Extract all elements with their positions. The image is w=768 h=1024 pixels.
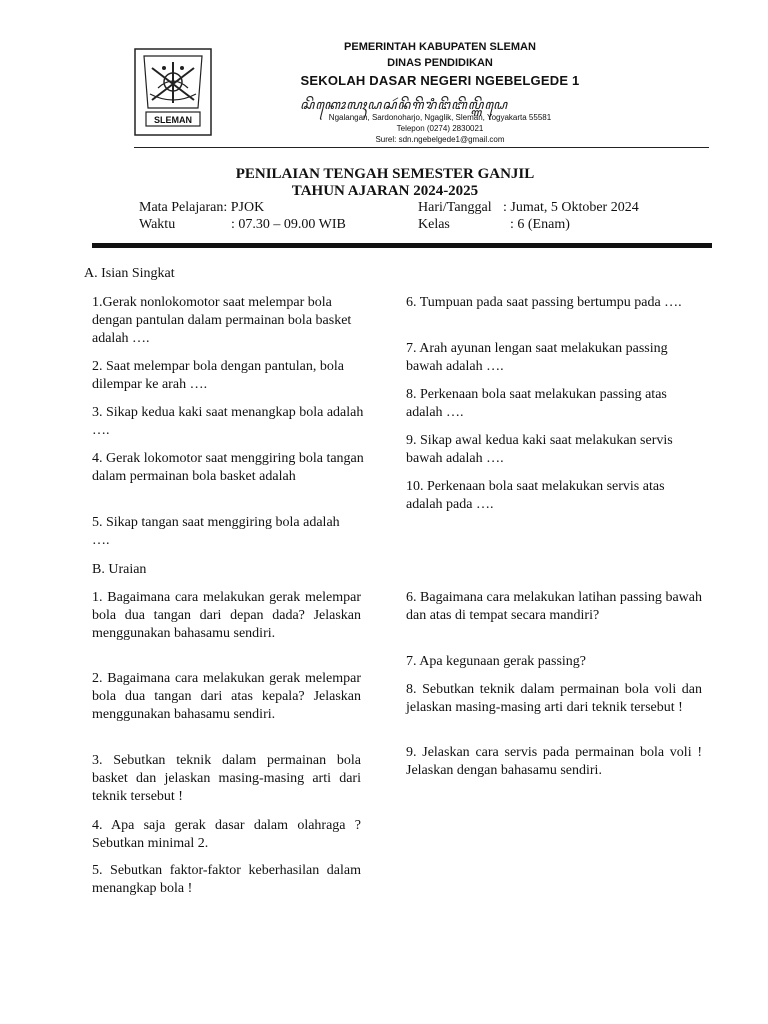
question-b-3: 3. Sebutkan teknik dalam permainan bola basket dan jelaskan masing-masing arti dari teknik tersebut ! [92,753,361,804]
header-government: PEMERINTAH KABUPATEN SLEMAN [344,41,536,53]
header-divider [134,147,709,148]
question-b-6: 6. Bagaimana cara melakukan latihan passing bawah dan atas di tempat secara mandiri? [406,590,702,623]
question-a-7: 7. Arah ayunan lengan saat melakukan passing bawah adalah …. [406,341,668,374]
sleman-logo [134,48,212,136]
question-b-7: 7. Apa kegunaan gerak passing? [406,654,586,669]
subject-label: Mata Pelajaran: PJOK [139,200,265,215]
question-a-9: 9. Sikap awal kedua kaki saat melakukan servis bawah adalah …. [406,433,673,466]
question-a-3: 3. Sikap kedua kaki saat menangkap bola adalah …. [92,405,364,438]
header-address: Ngalangan, Sardonoharjo, Ngaglik, Sleman, Yogyakarta 55581 [328,113,552,122]
question-a-1: 1.Gerak nonlokomotor saat melempar bola dengan pantulan dalam permainan bola basket adalah …. [92,295,352,346]
section-b-title: B. Uraian [92,562,147,577]
class-label: Kelas [418,217,450,232]
question-a-4: 4. Gerak lokomotor saat menggiring bola tangan dalam permainan bola basket adalah [92,451,364,484]
day-value: : Jumat, 5 Oktober 2024 [503,200,639,215]
header-department: DINAS PENDIDIKAN [387,57,493,69]
question-a-2: 2. Saat melempar bola dengan pantulan, bola dilempar ke arah …. [92,359,344,392]
header-school-name: SEKOLAH DASAR NEGERI NGEBELGEDE 1 [300,73,580,88]
class-value: : 6 (Enam) [510,217,570,232]
question-a-5: 5. Sikap tangan saat menggiring bola adalah …. [92,515,340,548]
question-b-5: 5. Sebutkan faktor-faktor keberhasilan dalam menangkap bola ! [92,863,361,896]
time-value: : 07.30 – 09.00 WIB [231,217,346,232]
logo-text: SLEMAN [154,115,192,125]
exam-year: TAHUN AJARAN 2024-2025 [291,183,479,199]
question-b-9: 9. Jelaskan cara servis pada permainan bola voli ! Jelaskan dengan bahasamu sendiri. [406,745,702,778]
day-label: Hari/Tanggal [418,200,492,215]
section-a-title: A. Isian Singkat [84,266,175,281]
question-b-1: 1. Bagaimana cara melakukan gerak melempar bola dua tangan dari depan dada? Jelaskan menggunakan bahasamu sendiri. [92,590,361,641]
time-label: Waktu [139,217,176,232]
question-a-6: 6. Tumpuan pada saat passing bertumpu pada …. [406,295,682,310]
question-b-2: 2. Bagaimana cara melakukan gerak melempar bola dua tangan dari atas kepala? Jelaskan menggunakan bahasamu sendiri. [92,671,361,722]
question-b-8: 8. Sebutkan teknik dalam permainan bola voli dan jelaskan masing-masing arti dari teknik tersebut ! [406,682,702,715]
exam-title: PENILAIAN TENGAH SEMESTER GANJIL [235,166,535,182]
question-a-8: 8. Perkenaan bola saat melakukan passing atas adalah …. [406,387,667,420]
question-a-10: 10. Perkenaan bola saat melakukan servis atas adalah pada …. [406,479,665,512]
header-phone: Telepon (0274) 2830021 [396,124,484,133]
header-email: Surel: sdn.ngebelgede1@gmail.com [375,135,505,144]
header-javanese-script: ꦱꦼꦏꦺꦴꦭꦃꦝꦱꦂꦤꦼꦒꦼꦫꦶꦔꦼꦧꦼꦭ꧀ꦒꦼꦝꦺ [300,97,508,112]
question-b-4: 4. Apa saja gerak dasar dalam olahraga ? Sebutkan minimal 2. [92,818,361,851]
title-divider [92,243,712,248]
